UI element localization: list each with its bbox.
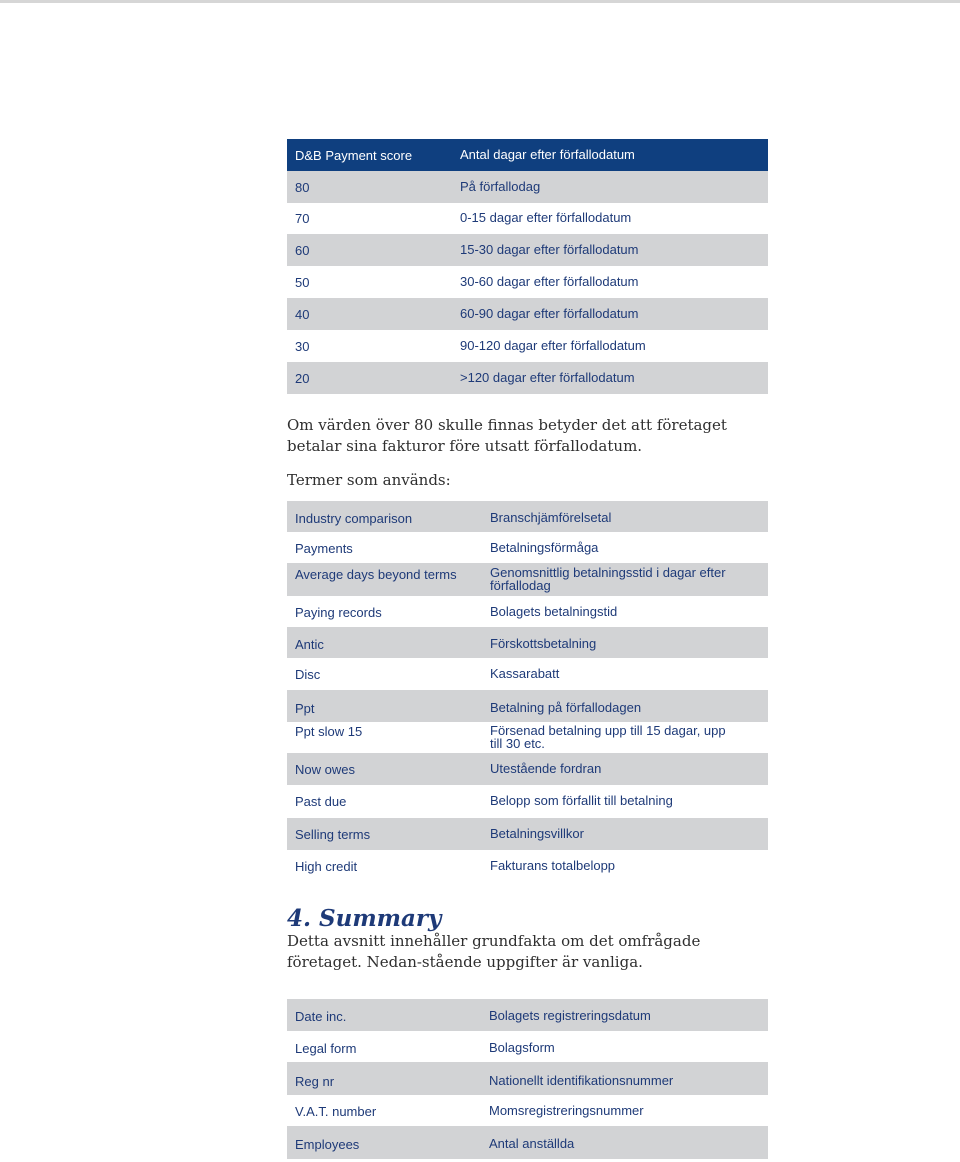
term-cell: Antic (295, 637, 324, 652)
value-cell: 0-15 dagar efter förfallodatum (460, 210, 632, 225)
value-cell: Branschjämförelsetal (490, 510, 612, 525)
term-cell: Payments (295, 541, 353, 556)
table-row (287, 234, 768, 266)
term-cell: Ppt slow 15 (295, 724, 363, 739)
value-cell: Genomsnittlig betalningsstid i dagar efter förfallodag (490, 565, 726, 593)
table-row (287, 785, 768, 818)
table-row (287, 1126, 768, 1159)
value-cell: Belopp som förfallit till betalning (490, 793, 673, 808)
value-cell: Utestående fordran (490, 761, 602, 776)
term-cell: Legal form (295, 1041, 357, 1056)
term-cell: Paying records (295, 605, 382, 620)
term-cell: 20 (295, 371, 310, 386)
term-cell: Industry comparison (295, 511, 413, 526)
value-cell: Bolagets betalningstid (490, 604, 618, 619)
table-row (287, 171, 768, 203)
table-row (287, 753, 768, 785)
table-row (287, 1031, 768, 1062)
table-row (287, 658, 768, 690)
term-cell: 60 (295, 243, 310, 258)
value-cell: Betalningsvillkor (490, 826, 584, 841)
value-cell: Bolagets registreringsdatum (489, 1008, 651, 1023)
table-row (287, 330, 768, 362)
terms-table (287, 501, 768, 881)
header-score: D&B Payment score (295, 148, 413, 163)
table-row (287, 627, 768, 658)
value-cell: Antal anställda (489, 1136, 575, 1151)
value-cell: Försenad betalning upp till 15 dagar, upp till 30 etc. (490, 723, 726, 751)
value-cell: Momsregistreringsnummer (489, 1103, 644, 1118)
table-row (287, 850, 768, 881)
section-heading: 4. Summary (287, 905, 442, 932)
value-cell: 30-60 dagar efter förfallodatum (460, 274, 639, 289)
terms-heading: Termer som används: (287, 471, 451, 489)
top-rule (0, 0, 960, 3)
value-cell: Nationellt identifikationsnummer (489, 1073, 674, 1088)
term-cell: Date inc. (295, 1009, 347, 1024)
value-cell: Förskottsbetalning (490, 636, 597, 651)
table-row (287, 1095, 768, 1126)
value-cell: Betalning på förfallodagen (490, 700, 642, 715)
value-cell: 90-120 dagar efter förfallodatum (460, 338, 646, 353)
value-cell: Bolagsform (489, 1040, 555, 1055)
term-cell: V.A.T. number (295, 1104, 377, 1119)
table-row (287, 298, 768, 330)
term-cell: 40 (295, 307, 310, 322)
payment-score-table (287, 139, 768, 394)
term-cell: Past due (295, 794, 347, 809)
table-row (287, 563, 768, 596)
term-cell: 80 (295, 180, 310, 195)
summary-paragraph: Detta avsnitt innehåller grundfakta om det omfrågade företaget. Nedan-stående uppgifter är vanliga. (287, 932, 701, 971)
term-cell: 70 (295, 211, 310, 226)
value-cell: 60-90 dagar efter förfallodatum (460, 306, 639, 321)
table-row (287, 596, 768, 627)
term-cell: Selling terms (295, 827, 371, 842)
term-cell: Reg nr (295, 1074, 335, 1089)
term-cell: Ppt (295, 701, 315, 716)
table-header-row (287, 139, 768, 171)
value-cell: >120 dagar efter förfallodatum (460, 370, 635, 385)
term-cell: 50 (295, 275, 310, 290)
term-cell: Employees (295, 1137, 360, 1152)
value-cell: Betalningsförmåga (490, 540, 599, 555)
table-row (287, 1062, 768, 1095)
term-cell: High credit (295, 859, 358, 874)
table-row (287, 266, 768, 298)
summary-table (287, 999, 768, 1159)
table-row (287, 999, 768, 1031)
table-row (287, 690, 768, 722)
table-row (287, 532, 768, 563)
value-cell: Kassarabatt (490, 666, 560, 681)
table-row (287, 722, 768, 753)
value-cell: 15-30 dagar efter förfallodatum (460, 242, 639, 257)
term-cell: Average days beyond terms (295, 567, 457, 582)
value-cell: På förfallodag (460, 179, 541, 194)
value-cell: Fakturans totalbelopp (490, 858, 616, 873)
table-row (287, 818, 768, 850)
term-cell: Disc (295, 667, 321, 682)
note-paragraph: Om värden över 80 skulle finnas betyder det att företaget betalar sina fakturor före utsatt förfallodatum. (287, 416, 727, 455)
term-cell: Now owes (295, 762, 355, 777)
table-row (287, 362, 768, 394)
table-row (287, 203, 768, 234)
header-days: Antal dagar efter förfallodatum (460, 147, 635, 162)
term-cell: 30 (295, 339, 310, 354)
table-row (287, 501, 768, 532)
